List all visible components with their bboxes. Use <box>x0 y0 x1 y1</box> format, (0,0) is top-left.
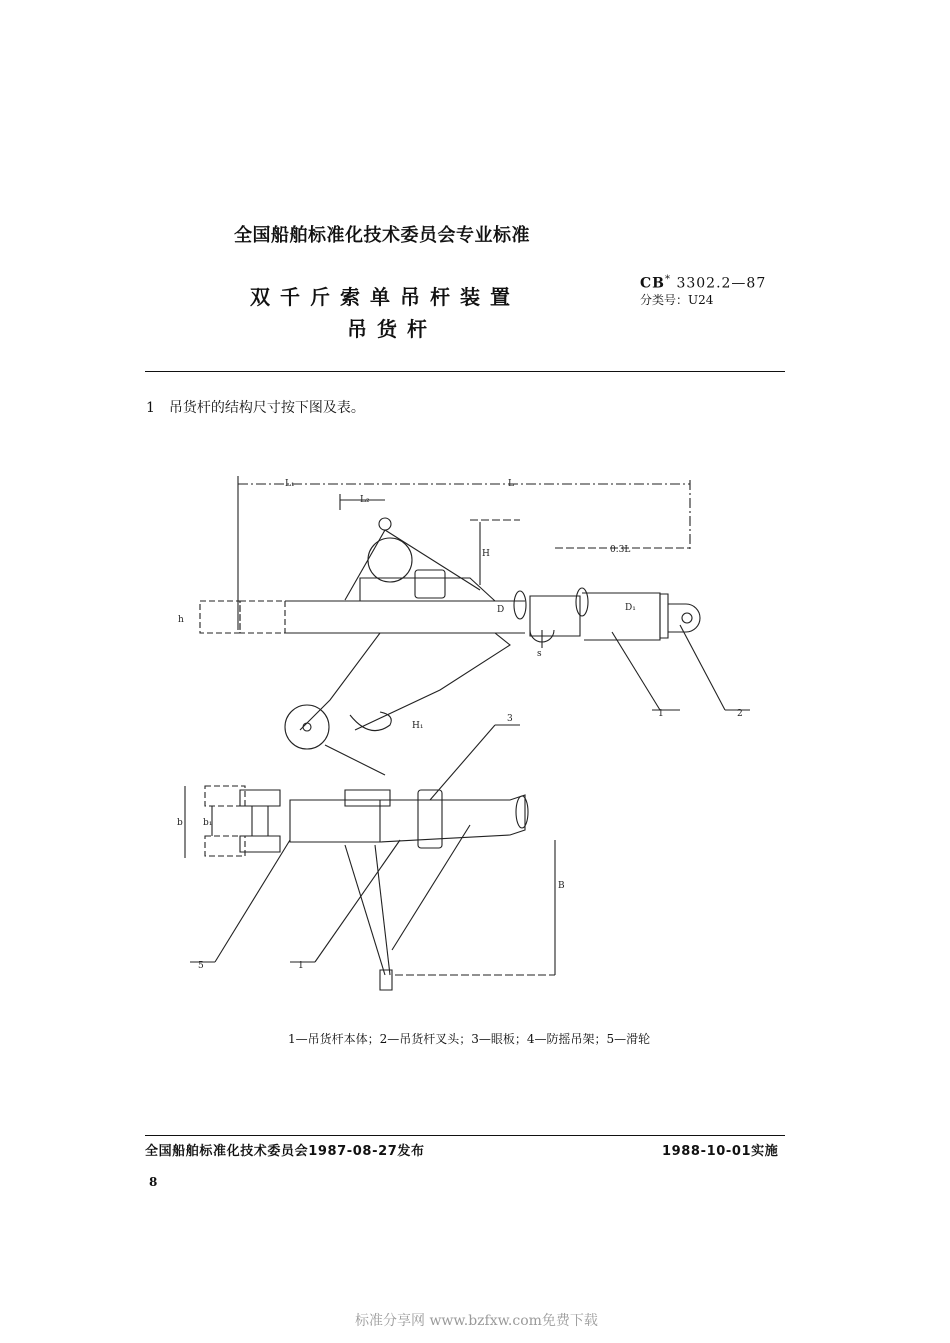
document-subtitle: 吊货杆 <box>347 317 437 341</box>
callout-3: 3 <box>507 714 513 724</box>
issuing-organization: 全国船舶标准化技术委员会专业标准 <box>234 225 530 246</box>
clause-number: 1 <box>146 400 155 416</box>
dim-label-h: h <box>178 615 184 625</box>
dim-label-D: D <box>497 605 505 615</box>
dim-label-H1: H₁ <box>412 721 424 731</box>
standard-number: 3302.2—87 <box>676 275 767 292</box>
callout-1: 1 <box>658 709 664 719</box>
dim-label-D1: D₁ <box>625 603 636 613</box>
dim-label-L1: L₁ <box>285 479 295 489</box>
page-number: 8 <box>149 1175 158 1189</box>
callout-5: 5 <box>198 961 204 971</box>
dim-label-b1: b₁ <box>203 818 213 828</box>
dim-label-L: L <box>508 479 514 489</box>
dim-label-s: s <box>537 649 542 659</box>
figure-caption: 1—吊货杆本体；2—吊货杆叉头；3—眼板；4—防摇吊架；5—滑轮 <box>288 1032 651 1046</box>
callout-2: 2 <box>737 709 743 719</box>
standard-star: * <box>664 274 671 285</box>
implementation-date: 1988-10-01实施 <box>662 1144 779 1159</box>
footer-rule <box>145 1135 785 1136</box>
dim-label-H: H <box>482 549 490 559</box>
classification-number: 分类号：U24 <box>640 293 714 307</box>
dim-label-L2: L₂ <box>360 495 370 505</box>
document-title: 双千斤索单吊杆装置 <box>250 285 520 309</box>
dim-label-B: B <box>558 881 565 891</box>
clause-text: 吊货杆的结构尺寸按下图及表。 <box>168 400 365 416</box>
dim-label-b: b <box>177 818 183 828</box>
watermark: 标准分享网 www.bzfxw.com免费下载 <box>355 1313 598 1329</box>
issue-date: 全国船舶标准化技术委员会1987-08-27发布 <box>145 1144 425 1159</box>
dim-label-0.3L: 0.3L <box>610 545 631 555</box>
standard-prefix: CB <box>640 275 665 292</box>
callout-1-plan: 1 <box>298 961 304 971</box>
